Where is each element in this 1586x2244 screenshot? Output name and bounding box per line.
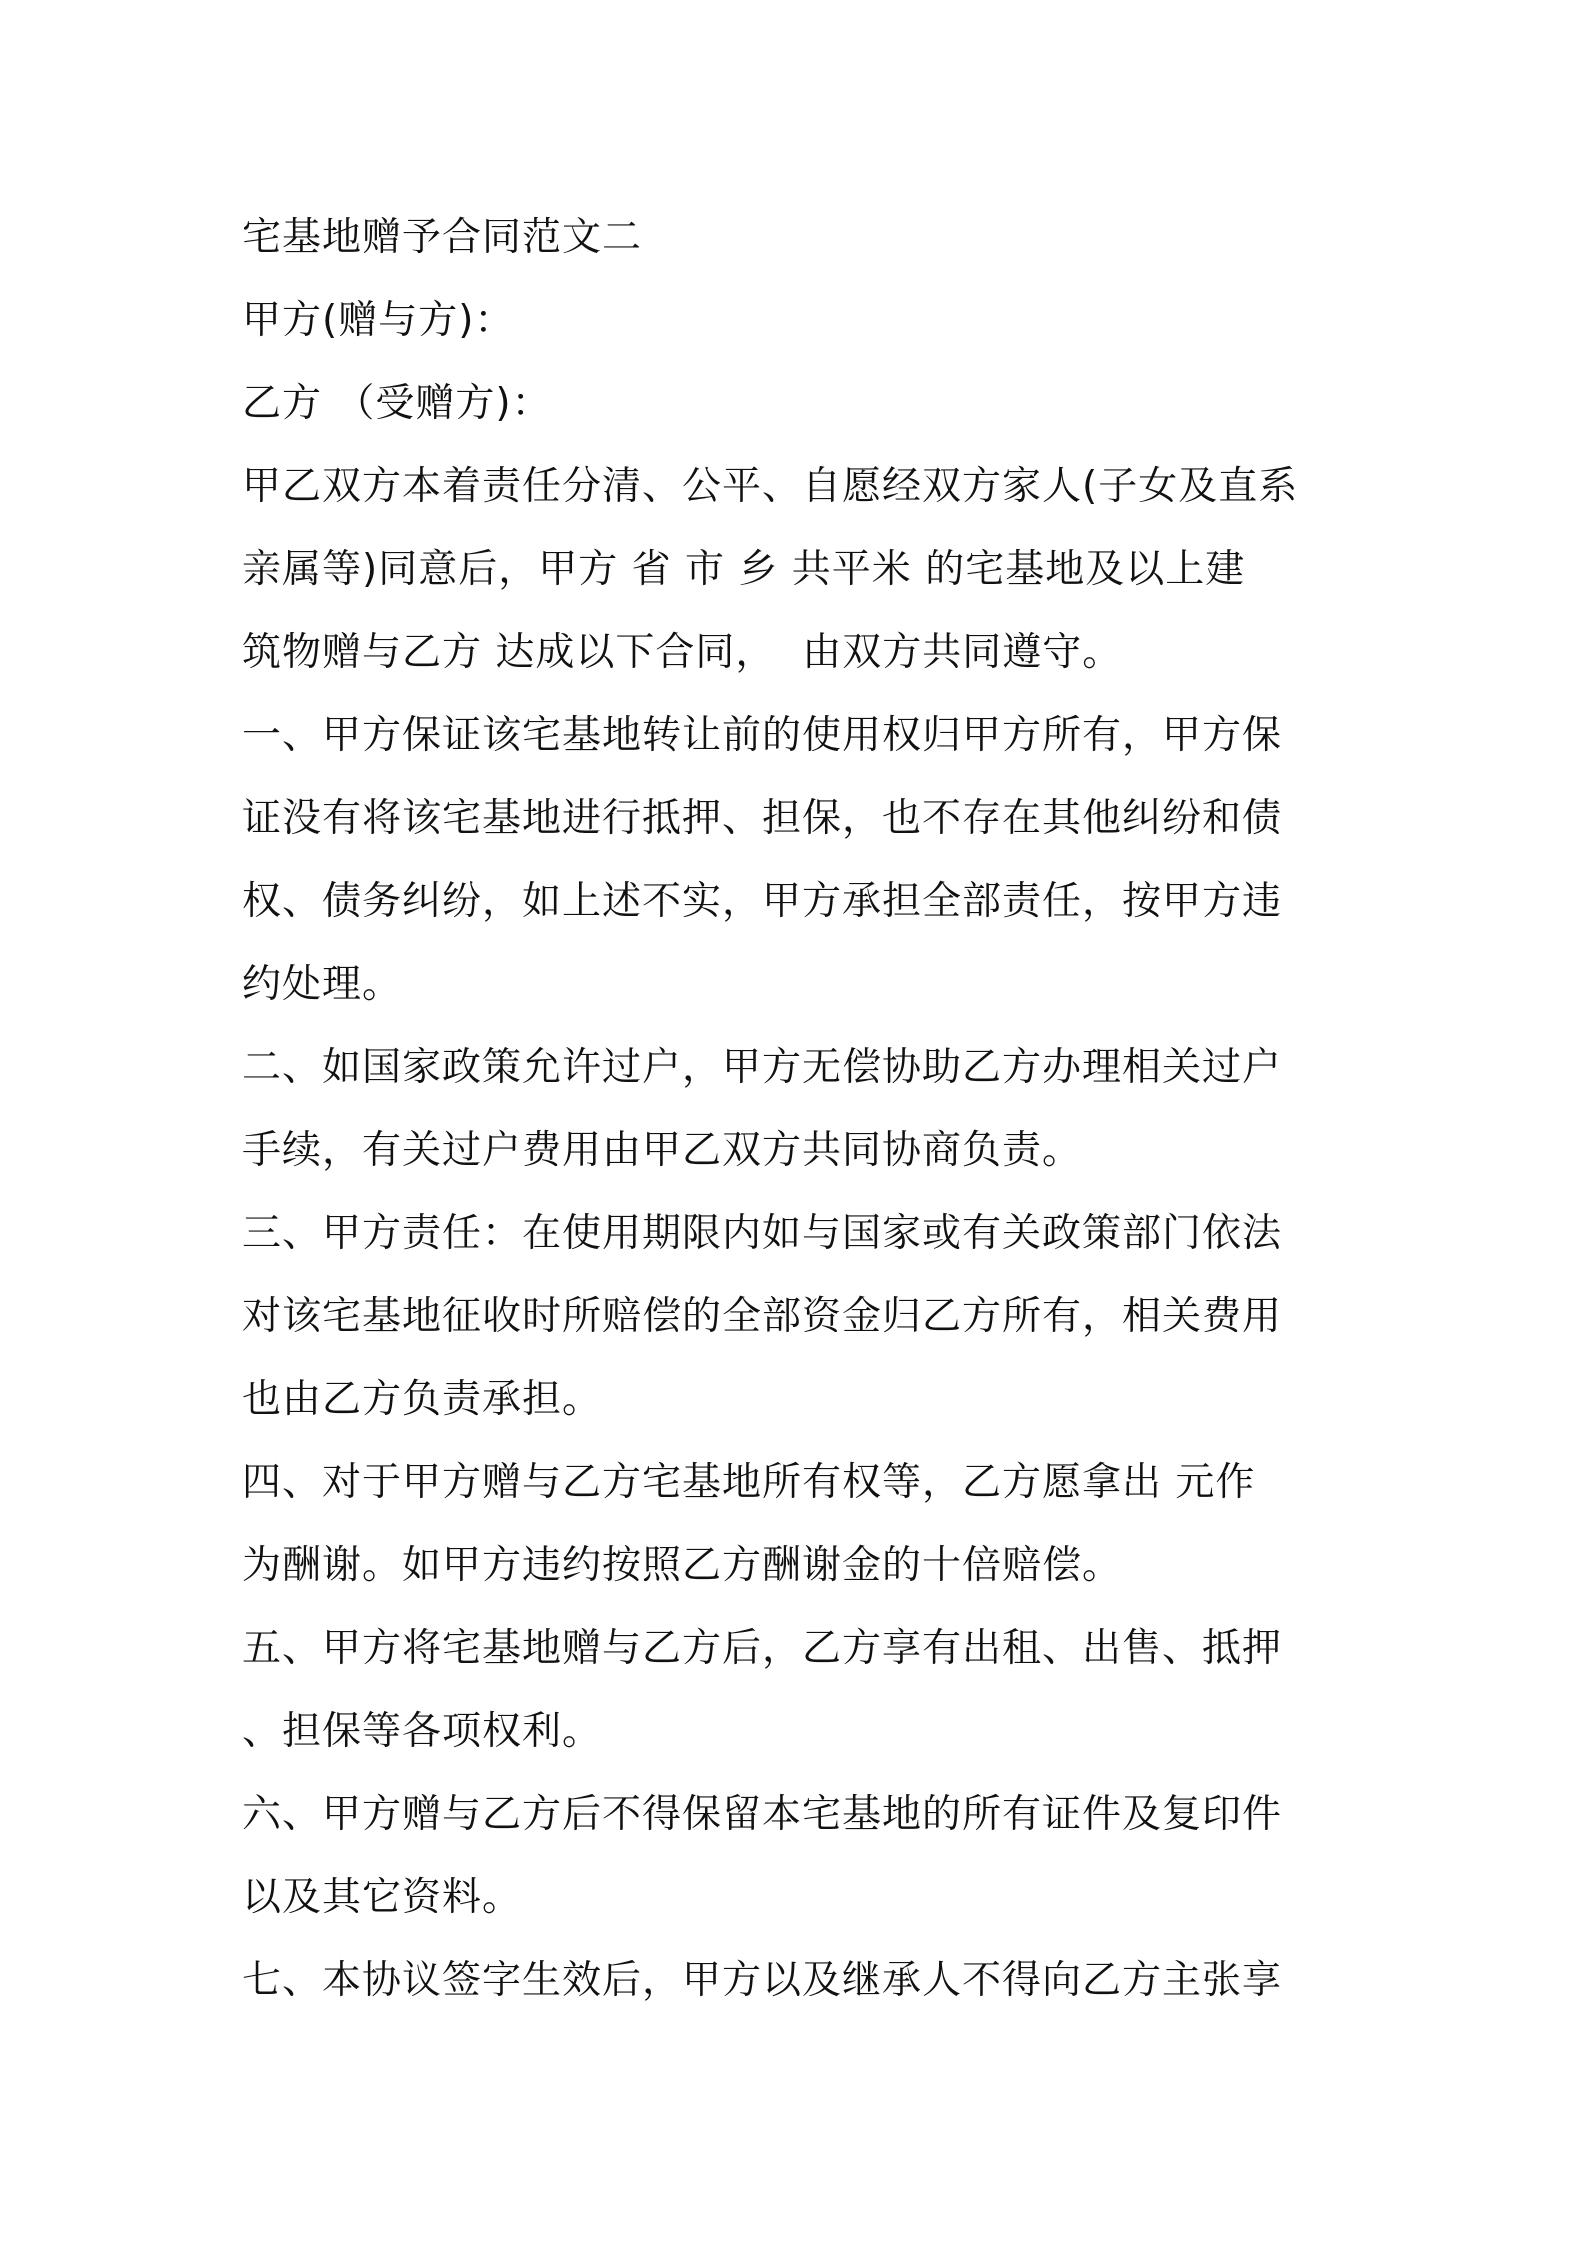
clause-5-line: 、担保等各项权利。 bbox=[242, 1709, 603, 1754]
contract-body bbox=[242, 196, 1357, 2022]
clause-3-line: 对该宅基地征收时所赔偿的全部资金归乙方所有，相关费用 bbox=[242, 1294, 1283, 1339]
clause-2-line: 手续，有关过户费用由甲乙双方共同协商负责。 bbox=[242, 1128, 1083, 1173]
clause-6-line: 六、甲方赠与乙方后不得保留本宅基地的所有证件及复印件 bbox=[242, 1792, 1283, 1837]
clause-1-line: 一、甲方保证该宅基地转让前的使用权归甲方所有，甲方保 bbox=[242, 713, 1283, 758]
clause-3-line: 也由乙方负责承担。 bbox=[242, 1377, 603, 1422]
clause-1-line: 权、债务纠纷，如上述不实，甲方承担全部责任，按甲方违 bbox=[242, 879, 1283, 924]
clause-5-line: 五、甲方将宅基地赠与乙方后，乙方享有出租、出售、抵押 bbox=[242, 1626, 1283, 1671]
clause-3-line: 三、甲方责任：在使用期限内如与国家或有关政策部门依法 bbox=[242, 1211, 1283, 1256]
document-title: 宅基地赠予合同范文二 bbox=[242, 215, 643, 260]
party-a-label: 甲方(赠与方)： bbox=[242, 298, 515, 343]
party-b-label: 乙方 （受赠方)： bbox=[242, 381, 552, 426]
clause-4-line: 为酬谢。如甲方违约按照乙方酬谢金的十倍赔偿。 bbox=[242, 1543, 1123, 1588]
clause-4-line: 四、对于甲方赠与乙方宅基地所有权等，乙方愿拿出 元作 bbox=[242, 1460, 1256, 1505]
clause-7-line: 七、本协议签字生效后，甲方以及继承人不得向乙方主张享 bbox=[242, 1958, 1283, 2003]
clause-6-line: 以及其它资料。 bbox=[242, 1875, 523, 1920]
body-line: 亲属等)同意后，甲方 省 市 乡 共平米 的宅基地及以上建 bbox=[242, 547, 1246, 592]
body-line: 筑物赠与乙方 达成以下合同， 由双方共同遵守。 bbox=[242, 630, 1123, 675]
clause-2-line: 二、如国家政策允许过户，甲方无偿协助乙方办理相关过户 bbox=[242, 1045, 1283, 1090]
clause-1-line: 约处理。 bbox=[242, 962, 403, 1007]
clause-1-line: 证没有将该宅基地进行抵押、担保，也不存在其他纠纷和债 bbox=[242, 796, 1283, 841]
body-line: 甲乙双方本着责任分清、公平、自愿经双方家人(子女及直系 bbox=[242, 464, 1299, 509]
